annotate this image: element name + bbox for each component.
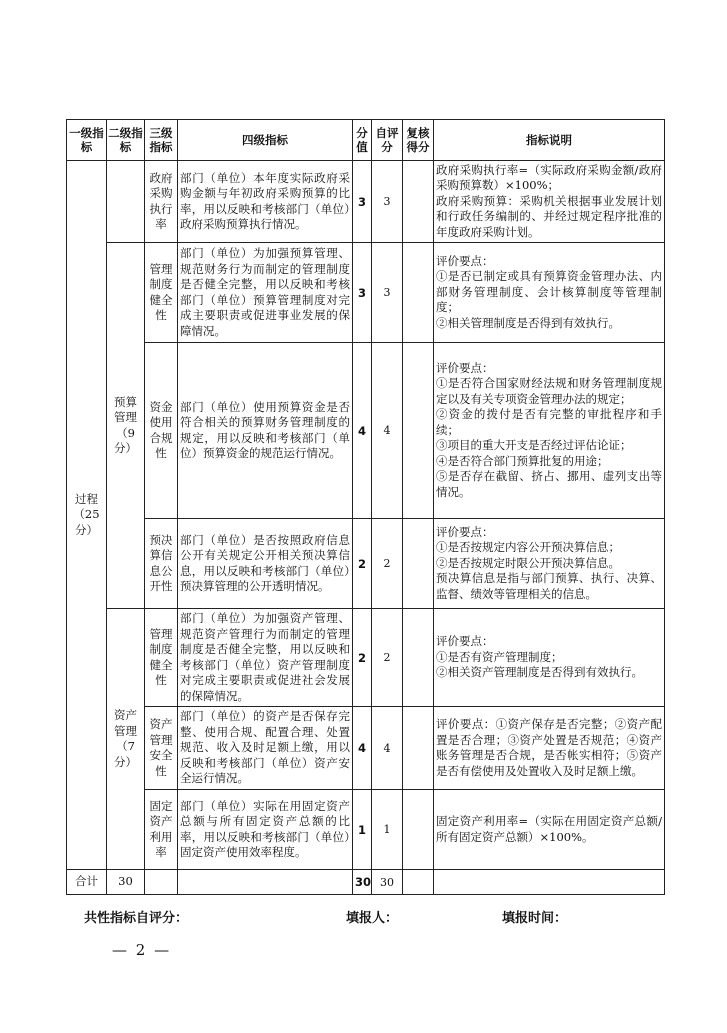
self-score-cell: 4	[372, 707, 403, 790]
total-empty	[403, 870, 434, 895]
description-line: ②资金的拨付是否有完整的审批程序和手续；	[436, 407, 662, 437]
table-row	[67, 343, 665, 519]
self-score-cell: 3	[372, 161, 403, 243]
self-score-label: 共性指标自评分：	[84, 911, 189, 926]
level4-cell: 部门（单位）的资产是否保存完整、使用合规、配置合理、处置规范、收入及时足额上缴，用以反映和考核部门（单位）资产安全运行情况。	[178, 707, 353, 790]
level4-cell: 部门（单位）本年度实际政府采购金额与年初政府采购预算的比率，用以反映和考核部门（单位）政府采购预算执行情况。	[178, 161, 353, 243]
level4-cell: 部门（单位）为加强预算管理、规范财务行为而制定的管理制度是否健全完整，用以反映和考核部门（单位）预算管理制度对完成主要职责或促进事业发展的保障情况。	[178, 243, 353, 343]
level2-cell	[107, 161, 145, 243]
score-cell: 2	[353, 519, 372, 609]
description-cell	[434, 343, 665, 519]
score-cell: 3	[353, 161, 372, 243]
level4-cell: 部门（单位）是否按照政府信息公开有关规定公开相关预决算信息，用以反映和考核部门（单位）预决算管理的公开透明情况。	[178, 519, 353, 609]
table-row	[67, 243, 665, 343]
review-score-cell	[403, 161, 434, 243]
self-score-cell: 3	[372, 243, 403, 343]
level1-cell: 过程（25分）	[67, 161, 107, 870]
level3-cell: 资金使用合规性	[145, 343, 178, 519]
score-cell: 1	[353, 790, 372, 870]
review-score-cell	[403, 519, 434, 609]
level3-cell: 预决算信息公开性	[145, 519, 178, 609]
description-cell	[434, 243, 665, 343]
header-level3: 三级指标	[145, 120, 178, 161]
page-number: — 2 —	[112, 941, 172, 959]
filler-label: 填报人：	[346, 911, 399, 926]
description-line: 评价要点：	[436, 524, 494, 539]
description-line: 政府采购预算：采购机关根据事业发展计划和行政任务编制的、并经过规定程序批准的年度政府采购计划。	[436, 193, 662, 239]
description-line: ①是否已制定或具有预算资金管理办法、内部财务管理制度、会计核算制度等管理制度；	[436, 269, 662, 315]
level4-cell: 部门（单位）使用预算资金是否符合相关的预算财务管理制度的规定，用以反映和考核部门（单位）预算资金的规范运行情况。	[178, 343, 353, 519]
description-line: ⑤是否存在截留、挤占、挪用、虚列支出等情况。	[436, 469, 662, 499]
total-self-score: 30	[372, 870, 403, 895]
review-score-cell	[403, 609, 434, 707]
total-empty	[178, 870, 353, 895]
description-line: 评价要点：	[436, 360, 494, 375]
level3-cell: 资产管理安全性	[145, 707, 178, 790]
description-line: 评价要点：	[436, 253, 494, 268]
review-score-cell	[403, 707, 434, 790]
description-line: 预决算信息是指与部门预算、执行、决算、监督、绩效等管理相关的信息。	[436, 571, 662, 601]
description-cell	[434, 609, 665, 707]
description-cell	[434, 707, 665, 790]
header-review-score: 复核得分	[403, 120, 434, 161]
description-line: 固定资产利用率=（实际在用固定资产总额/所有固定资产总额）×100%。	[436, 814, 662, 844]
indicator-table	[66, 119, 665, 895]
description-cell	[434, 790, 665, 870]
table-row	[67, 519, 665, 609]
level2-cell: 预算管理（9分）	[107, 243, 145, 609]
header-score: 分值	[353, 120, 372, 161]
description-cell	[434, 161, 665, 243]
level3-cell: 政府采购执行率	[145, 161, 178, 243]
description-cell	[434, 519, 665, 609]
table-header	[67, 120, 665, 161]
total-row	[67, 870, 665, 895]
table-row	[67, 790, 665, 870]
score-cell: 4	[353, 343, 372, 519]
level3-cell: 管理制度健全性	[145, 243, 178, 343]
description-line: 评价要点：①资产保存是否完整；②资产配置是否合理；③资产处置是否规范；④资产账务管理是否合规，是否帐实相符；⑤资产是否有偿使用及处置收入及时足额上缴。	[436, 717, 662, 778]
description-line: ①是否按规定内容公开预决算信息；	[436, 540, 620, 555]
description-line: ②相关管理制度是否得到有效执行。	[436, 315, 620, 330]
self-score-cell: 2	[372, 609, 403, 707]
total-label: 合计	[67, 870, 107, 895]
score-cell: 3	[353, 243, 372, 343]
score-cell: 4	[353, 707, 372, 790]
table-row	[67, 161, 665, 243]
total-empty	[434, 870, 665, 895]
self-score-cell: 2	[372, 519, 403, 609]
description-line: 评价要点：	[436, 634, 494, 649]
header-level2: 二级指标	[107, 120, 145, 161]
level2-cell: 资产管理（7分）	[107, 609, 145, 870]
review-score-cell	[403, 243, 434, 343]
total-empty	[145, 870, 178, 895]
table-row	[67, 707, 665, 790]
description-line: 政府采购执行率=（实际政府采购金额/政府采购预算数）×100%；	[436, 162, 662, 193]
table-row	[67, 609, 665, 707]
total-level2: 30	[107, 870, 145, 895]
self-score-cell: 4	[372, 343, 403, 519]
date-label: 填报时间：	[502, 911, 568, 926]
header-description: 指标说明	[434, 120, 665, 161]
description-line: ④是否符合部门预算批复的用途；	[436, 453, 609, 468]
description-line: ②是否按规定时限公开预决算信息。	[436, 555, 620, 570]
score-cell: 2	[353, 609, 372, 707]
description-line: ①是否符合国家财经法规和财务管理制度规定以及有关专项资金管理办法的规定；	[436, 376, 662, 406]
header-level4: 四级指标	[178, 120, 353, 161]
review-score-cell	[403, 790, 434, 870]
header-self-score: 自评分	[372, 120, 403, 161]
header-level1: 一级指标	[67, 120, 107, 161]
level3-cell: 固定资产利用率	[145, 790, 178, 870]
level4-cell: 部门（单位）实际在用固定资产总额与所有固定资产总额的比率，用以反映和考核部门（单位）固定资产使用效率程度。	[178, 790, 353, 870]
level3-cell: 管理制度健全性	[145, 609, 178, 707]
total-score: 30	[353, 870, 372, 895]
description-line: ③项目的重大开支是否经过评估论证；	[436, 438, 632, 453]
review-score-cell	[403, 343, 434, 519]
description-line: ②相关资产管理制度是否得到有效执行。	[436, 665, 643, 680]
description-line: ①是否有资产管理制度；	[436, 649, 563, 664]
level4-cell: 部门（单位）为加强资产管理、规范资产管理行为而制定的管理制度是否健全完整，用以反映和考核部门（单位）资产管理制度对完成主要职责或促进社会发展的保障情况。	[178, 609, 353, 707]
self-score-cell: 1	[372, 790, 403, 870]
